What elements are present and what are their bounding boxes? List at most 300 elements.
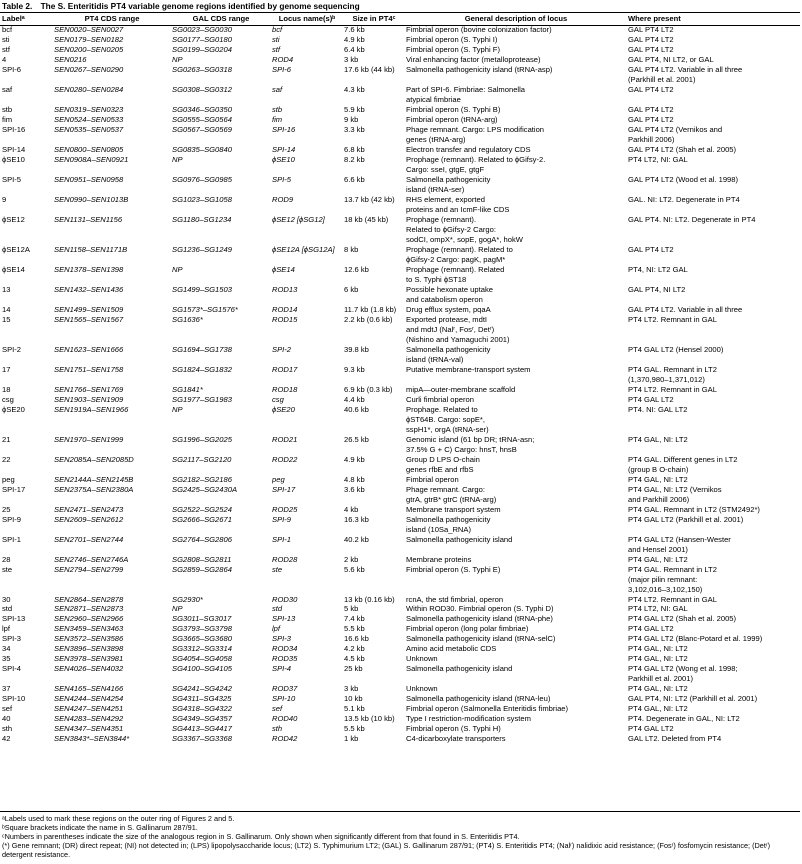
cell-pt4-cds bbox=[54, 575, 172, 585]
cell-where-present: PT4 GAL, NI: LT2 bbox=[628, 684, 688, 694]
cell-gal-cds: SG4054–SG4058 bbox=[172, 654, 232, 664]
cell-where-present: PT4 GAL LT2 (Hansen-Wester bbox=[628, 535, 731, 544]
cell-locus: stb bbox=[272, 105, 283, 115]
cell-pt4-cds: SEN4347–SEN4351 bbox=[54, 724, 124, 734]
cell-locus bbox=[272, 375, 344, 385]
cell-where-present: GAL PT4 LT2 (Vernikos and bbox=[628, 125, 723, 135]
cell-description: Unknown bbox=[406, 654, 438, 664]
cell-gal-cds: SG2182–SG2186 bbox=[172, 475, 232, 484]
cell-where-present: GAL PT4 LT2 bbox=[628, 85, 674, 95]
table-row bbox=[2, 245, 800, 255]
cell-locus: ϕSE20 bbox=[272, 405, 295, 414]
cell-locus: SPI-17 bbox=[272, 485, 296, 494]
cell-pt4-cds: SEN0951–SEN0958 bbox=[54, 175, 124, 185]
cell-pt4-cds bbox=[54, 495, 172, 505]
table-row bbox=[2, 735, 800, 745]
cell-size: 6 kb bbox=[344, 285, 359, 294]
cell-label: 15 bbox=[2, 315, 11, 324]
cell-size: 9 kb bbox=[344, 115, 359, 125]
cell-label: ϕSE14 bbox=[2, 265, 25, 275]
cell-description bbox=[406, 675, 628, 685]
cell-size bbox=[344, 235, 406, 245]
cell-description bbox=[406, 545, 628, 555]
table-row bbox=[2, 695, 800, 705]
cell-description: ϕST64B. Cargo: sopE*, bbox=[406, 415, 485, 424]
cell-where-present bbox=[628, 206, 800, 216]
cell-description: Part of SPI-6. Fimbriae: Salmonella bbox=[406, 85, 526, 95]
table-row bbox=[2, 555, 800, 565]
table-row bbox=[2, 535, 800, 545]
table-row bbox=[2, 705, 800, 715]
cell-label bbox=[2, 585, 54, 595]
cell-pt4-cds: SEN1751–SEN1758 bbox=[54, 365, 124, 374]
cell-description: Salmonella pathogenicity island (tRNA-asp) bbox=[406, 65, 553, 75]
table-row bbox=[2, 305, 800, 315]
cell-where-present: GAL PT4. NI: LT2. Degenerate in PT4 bbox=[628, 215, 756, 225]
cell-description: Within ROD30. Fimbrial operon (S. Typhi D) bbox=[406, 604, 554, 614]
cell-description: Fimbrial operon (tRNA-arg) bbox=[406, 115, 498, 125]
cell-description: (Nishino and Yamaguchi 2001) bbox=[406, 335, 510, 344]
cell-where-present: PT4 GAL, NI: LT2 bbox=[628, 475, 688, 484]
cell-label: saf bbox=[2, 85, 13, 95]
cell-pt4-cds bbox=[54, 225, 172, 235]
cell-label bbox=[2, 335, 54, 345]
cell-description: island (tRNA-val) bbox=[406, 355, 464, 364]
cell-label: stf bbox=[2, 45, 11, 55]
cell-description: Prophage (remnant). bbox=[406, 215, 477, 225]
cell-size: 6.9 kb (0.3 kb) bbox=[344, 385, 393, 394]
cell-description: Salmonella pathogenicity bbox=[406, 345, 491, 354]
cell-pt4-cds: SEN0280–SEN0284 bbox=[54, 85, 124, 95]
cell-size: 4.5 kb bbox=[344, 654, 365, 664]
cell-label: SPI-5 bbox=[2, 175, 21, 185]
cell-where-present: PT4. Degenerate in GAL, NI: LT2 bbox=[628, 714, 740, 724]
cell-size bbox=[344, 425, 406, 435]
table-row bbox=[2, 525, 800, 535]
cell-size: 13.5 kb (10 kb) bbox=[344, 714, 395, 724]
table-row bbox=[2, 156, 800, 166]
cell-where-present: PT4 GAL LT2 bbox=[628, 724, 674, 734]
cell-where-present: PT4 LT2. Remnant in GAL bbox=[628, 385, 717, 394]
cell-pt4-cds bbox=[54, 335, 172, 345]
cell-description: Type I restriction-modification system bbox=[406, 714, 531, 724]
cell-pt4-cds: SEN0990–SEN1013B bbox=[54, 195, 129, 205]
cell-gal-cds bbox=[172, 235, 272, 245]
cell-pt4-cds: SEN3978–SEN3981 bbox=[54, 654, 124, 664]
cell-where-present: PT4 GAL LT2 (Hensel 2000) bbox=[628, 345, 724, 354]
cell-size: 40.6 kb bbox=[344, 405, 369, 414]
cell-locus: ROD40 bbox=[272, 714, 298, 724]
cell-where-present: GAL PT4 LT2. Variable in all three bbox=[628, 65, 743, 75]
cell-where-present: PT4. NI: GAL LT2 bbox=[628, 405, 688, 414]
cell-pt4-cds: SEN1378–SEN1398 bbox=[54, 265, 124, 275]
cell-label bbox=[2, 545, 54, 555]
cell-locus bbox=[272, 495, 344, 505]
cell-locus: lpf bbox=[272, 624, 281, 634]
cell-label: ϕSE10 bbox=[2, 155, 25, 165]
cell-size bbox=[344, 415, 406, 425]
cell-size: 8 kb bbox=[344, 245, 359, 255]
cell-description: Amino acid metabolic CDS bbox=[406, 644, 497, 654]
cell-description: sodCI, ompX*, sopE, gogA*, hokW bbox=[406, 235, 523, 245]
cell-where-present: PT4 GAL, NI: LT2 bbox=[628, 704, 688, 714]
cell-label bbox=[2, 186, 54, 196]
cell-label bbox=[2, 415, 54, 425]
cell-gal-cds: NP bbox=[172, 155, 183, 165]
cell-locus: SPI-9 bbox=[272, 515, 291, 524]
cell-pt4-cds: SEN3459–SEN3463 bbox=[54, 624, 124, 634]
table-row bbox=[2, 146, 800, 156]
cell-size: 5.9 kb bbox=[344, 105, 365, 115]
cell-where-present: PT4 GAL LT2 (Wong et al. 1998; bbox=[628, 664, 738, 674]
cell-pt4-cds bbox=[54, 235, 172, 245]
cell-where-present: GAL PT4 LT2 bbox=[628, 115, 674, 125]
cell-label: sth bbox=[2, 724, 13, 734]
cell-where-present: PT4 GAL, NI: LT2 bbox=[628, 554, 688, 564]
table-row bbox=[2, 355, 800, 365]
cell-locus: ROD42 bbox=[272, 734, 298, 744]
cell-size: 5.5 kb bbox=[344, 624, 365, 634]
cell-pt4-cds bbox=[54, 166, 172, 176]
cell-description: Drug efflux system, pqaA bbox=[406, 305, 491, 314]
cell-gal-cds bbox=[172, 335, 272, 345]
cell-gal-cds: SG1996–SG2025 bbox=[172, 435, 232, 444]
cell-label: SPI-1 bbox=[2, 535, 21, 544]
cell-label bbox=[2, 495, 54, 505]
table-row bbox=[2, 395, 800, 405]
cell-pt4-cds: SEN0200–SEN0205 bbox=[54, 45, 124, 55]
cell-label: std bbox=[2, 604, 13, 614]
cell-description: gtrA, gtrB* gtrC (tRNA-arg) bbox=[406, 495, 497, 504]
note-c: ᶜNumbers in parentheses indicate the size of the analogous region in S. Gallinarum. Only shown when significantly different from that found in S. Enteritidis PT4. bbox=[2, 832, 520, 841]
cell-size bbox=[344, 166, 406, 176]
cell-gal-cds: SG1023–SG1058 bbox=[172, 195, 232, 205]
table-row bbox=[2, 605, 800, 615]
cell-locus: std bbox=[272, 604, 283, 614]
cell-gal-cds: SG0555–SG0564 bbox=[172, 115, 232, 125]
cell-description: Prophage (remnant). Related bbox=[406, 265, 505, 275]
cell-pt4-cds bbox=[54, 415, 172, 425]
cell-size bbox=[344, 585, 406, 595]
cell-description: Prophage (remnant). Related to ϕGifsy-2. bbox=[406, 155, 546, 165]
cell-size bbox=[344, 295, 406, 305]
table-row bbox=[2, 36, 800, 46]
cell-where-present: PT4 LT2, NI: GAL bbox=[628, 604, 688, 614]
cell-description: Phage remnant. Cargo: bbox=[406, 485, 485, 494]
table-row bbox=[2, 495, 800, 505]
cell-size: 18 kb (45 kb) bbox=[344, 215, 389, 225]
cell-locus bbox=[272, 96, 344, 106]
cell-locus: ROD37 bbox=[272, 684, 298, 694]
cell-gal-cds bbox=[172, 325, 272, 335]
cell-label: 14 bbox=[2, 305, 11, 314]
cell-locus bbox=[272, 225, 344, 235]
cell-pt4-cds bbox=[54, 96, 172, 106]
cell-pt4-cds bbox=[54, 136, 172, 146]
table-row bbox=[2, 365, 800, 375]
cell-pt4-cds bbox=[54, 295, 172, 305]
cell-label bbox=[2, 375, 54, 385]
cell-locus: SPI-14 bbox=[272, 145, 296, 155]
cell-where-present: GAL PT4, NI LT2, or GAL bbox=[628, 55, 714, 65]
cell-size bbox=[344, 675, 406, 685]
table-row bbox=[2, 295, 800, 305]
cell-description: Salmonella pathogenicity bbox=[406, 175, 491, 185]
cell-size bbox=[344, 76, 406, 86]
cell-gal-cds: SG4318–SG4322 bbox=[172, 704, 232, 714]
table-row bbox=[2, 96, 800, 106]
caption-title: The S. Enteritidis PT4 variable genome regions identified by genome sequencing bbox=[40, 1, 360, 11]
table-row bbox=[2, 565, 800, 575]
table-row bbox=[2, 116, 800, 126]
cell-description: Salmonella pathogenicity island bbox=[406, 664, 513, 674]
cell-label: SPI-6 bbox=[2, 65, 21, 75]
cell-where-present: GAL PT4, NI: LT2 (Parkhill et al. 2001) bbox=[628, 694, 758, 704]
cell-locus bbox=[272, 675, 344, 685]
cell-size: 13 kb (0.16 kb) bbox=[344, 594, 395, 604]
cell-locus bbox=[272, 585, 344, 595]
cell-description: Prophage. Related to bbox=[406, 405, 478, 414]
cell-gal-cds: SG0835–SG0840 bbox=[172, 145, 232, 155]
cell-pt4-cds bbox=[54, 675, 172, 685]
cell-description: Salmonella pathogenicity island (tRNA-leu) bbox=[406, 694, 551, 704]
cell-gal-cds bbox=[172, 96, 272, 106]
cell-pt4-cds: SEN2085A–SEN2085D bbox=[54, 455, 134, 464]
cell-description: to S. Typhi ϕST18 bbox=[406, 275, 467, 284]
cell-label: ϕSE20 bbox=[2, 405, 25, 414]
cell-locus: ROD18 bbox=[272, 385, 298, 394]
cell-pt4-cds bbox=[54, 425, 172, 435]
table-row bbox=[2, 46, 800, 56]
cell-description: sspH1*, orgA (tRNA-ser) bbox=[406, 425, 489, 434]
cell-label: sti bbox=[2, 35, 10, 45]
cell-description: mipA—outer-membrane scaffold bbox=[406, 385, 516, 394]
table-row bbox=[2, 415, 800, 425]
cell-gal-cds: SG2425–SG2430A bbox=[172, 485, 238, 494]
cell-locus bbox=[272, 425, 344, 435]
cell-locus: ROD34 bbox=[272, 644, 298, 654]
cell-locus: csg bbox=[272, 395, 284, 404]
cell-description: Exported protease, mdtI bbox=[406, 315, 488, 324]
variable-regions-table bbox=[2, 13, 800, 745]
cell-locus bbox=[272, 166, 344, 176]
cell-where-present bbox=[628, 186, 800, 196]
cell-label: stb bbox=[2, 105, 13, 115]
cell-pt4-cds bbox=[54, 186, 172, 196]
cell-pt4-cds bbox=[54, 525, 172, 535]
table-row bbox=[2, 685, 800, 695]
table-row bbox=[2, 325, 800, 335]
cell-description: genes (tRNA-arg) bbox=[406, 135, 466, 145]
cell-where-present bbox=[628, 425, 800, 435]
cell-label: lpf bbox=[2, 624, 11, 634]
cell-gal-cds bbox=[172, 585, 272, 595]
cell-description: Fimbrial operon (S. Typhi E) bbox=[406, 564, 501, 574]
cell-size: 7.6 kb bbox=[344, 25, 365, 35]
cell-locus bbox=[272, 465, 344, 475]
cell-locus: ROD14 bbox=[272, 305, 298, 314]
cell-locus bbox=[272, 575, 344, 585]
cell-locus: saf bbox=[272, 85, 283, 95]
cell-size bbox=[344, 275, 406, 285]
table-row bbox=[2, 485, 800, 495]
cell-size: 3.3 kb bbox=[344, 125, 365, 135]
cell-description: atypical fimbriae bbox=[406, 95, 461, 105]
cell-locus: SPI-6 bbox=[272, 65, 291, 75]
cell-label: SPI-4 bbox=[2, 664, 21, 674]
cell-locus bbox=[272, 76, 344, 86]
cell-where-present: GAL. NI: LT2. Degenerate in PT4 bbox=[628, 195, 740, 205]
table-row bbox=[2, 625, 800, 635]
cell-where-present: PT4 GAL. Remnant in LT2 (STM2492*) bbox=[628, 505, 760, 514]
cell-label bbox=[2, 295, 54, 305]
cell-gal-cds bbox=[172, 545, 272, 555]
cell-pt4-cds bbox=[54, 545, 172, 555]
table-row bbox=[2, 585, 800, 595]
header-pt4-cds: PT4 CDS range bbox=[84, 14, 140, 23]
table-row bbox=[2, 455, 800, 465]
cell-label bbox=[2, 445, 54, 455]
cell-label: SPI-10 bbox=[2, 694, 26, 704]
note-b: ᵇSquare brackets indicate the name in S. Gallinarum 287/91. bbox=[2, 823, 198, 832]
cell-label: fim bbox=[2, 115, 13, 125]
cell-pt4-cds: SEN4244–SEN4254 bbox=[54, 694, 124, 704]
cell-where-present: GAL LT2. Deleted from PT4 bbox=[628, 734, 722, 744]
cell-label bbox=[2, 225, 54, 235]
cell-description: Fimbrial operon (long polar fimbriae) bbox=[406, 624, 529, 634]
cell-pt4-cds: SEN0800–SEN0805 bbox=[54, 145, 124, 155]
cell-pt4-cds: SEN1970–SEN1999 bbox=[54, 435, 124, 444]
cell-label bbox=[2, 325, 54, 335]
table-row bbox=[2, 225, 800, 235]
cell-pt4-cds bbox=[54, 275, 172, 285]
cell-label bbox=[2, 465, 54, 475]
table-row bbox=[2, 375, 800, 385]
header-where-present: Where present bbox=[628, 14, 681, 23]
table-row bbox=[2, 505, 800, 515]
cell-description: RHS element, exported bbox=[406, 195, 485, 205]
cell-pt4-cds: SEN1919A–SEN1966 bbox=[54, 405, 129, 414]
cell-gal-cds bbox=[172, 166, 272, 176]
cell-where-present: GAL PT4 LT2 (Wood et al. 1998) bbox=[628, 175, 739, 185]
cell-pt4-cds: SEN0216 bbox=[54, 55, 87, 65]
cell-size: 1 kb bbox=[344, 734, 359, 744]
table-row bbox=[2, 315, 800, 325]
cell-where-present: GAL PT4 LT2 (Shah et al. 2005) bbox=[628, 145, 737, 155]
cell-locus: ROD21 bbox=[272, 435, 298, 444]
cell-gal-cds bbox=[172, 186, 272, 196]
cell-locus bbox=[272, 415, 344, 425]
cell-gal-cds: SG1499–SG1503 bbox=[172, 285, 232, 294]
cell-size bbox=[344, 96, 406, 106]
cell-pt4-cds bbox=[54, 445, 172, 455]
table-row bbox=[2, 76, 800, 86]
cell-locus: ROD13 bbox=[272, 285, 298, 294]
cell-description: island (10Sa_RNA) bbox=[406, 525, 471, 534]
cell-description: and catabolism operon bbox=[406, 295, 483, 304]
table-row bbox=[2, 635, 800, 645]
table-row bbox=[2, 575, 800, 585]
table-row bbox=[2, 136, 800, 146]
cell-size bbox=[344, 355, 406, 365]
cell-gal-cds bbox=[172, 295, 272, 305]
cell-gal-cds bbox=[172, 675, 272, 685]
cell-size bbox=[344, 206, 406, 216]
cell-pt4-cds bbox=[54, 325, 172, 335]
cell-label: ϕSE12 bbox=[2, 215, 25, 225]
cell-description: Fimbrial operon (Salmonella Enteritidis fimbriae) bbox=[406, 704, 569, 714]
cell-gal-cds: SG4241–SG4242 bbox=[172, 684, 232, 694]
cell-gal-cds bbox=[172, 225, 272, 235]
table-row bbox=[2, 445, 800, 455]
table-row bbox=[2, 285, 800, 295]
note-legend: (*) Gene remnant; (DR) direct repeat; (NI) not detected in; (LPS) lipopolysaccharide locus; (LT2) S. Typhimurium LT2; (GAL) S. Gallinarum 287/91; (PT4) S. Enteritidis PT4; (Nalʳ) nalidixic acid resistance; (Fosʳ) fosfomycin resistance; (Detʳ) detergent resistance. bbox=[2, 841, 771, 859]
cell-size: 16.6 kb bbox=[344, 634, 369, 644]
cell-where-present: PT4 GAL LT2 bbox=[628, 624, 674, 634]
cell-locus: sth bbox=[272, 724, 283, 734]
cell-label: SPI-14 bbox=[2, 145, 26, 155]
cell-label: SPI-13 bbox=[2, 614, 26, 624]
cell-where-present: (Parkhill et al. 2001) bbox=[628, 75, 696, 85]
cell-gal-cds bbox=[172, 575, 272, 585]
cell-pt4-cds: SEN1131–SEN1156 bbox=[54, 215, 123, 225]
cell-gal-cds: SG1694–SG1738 bbox=[172, 345, 232, 354]
cell-pt4-cds: SEN0524–SEN0533 bbox=[54, 115, 124, 125]
cell-label bbox=[2, 675, 54, 685]
cell-description: Possible hexonate uptake bbox=[406, 285, 493, 294]
cell-locus: SPI-3 bbox=[272, 634, 291, 644]
cell-pt4-cds: SEN3896–SEN3898 bbox=[54, 644, 124, 654]
cell-pt4-cds: SEN1903–SEN1909 bbox=[54, 395, 124, 404]
cell-description bbox=[406, 575, 628, 585]
cell-size: 17.6 kb (44 kb) bbox=[344, 65, 395, 75]
cell-size: 3 kb bbox=[344, 55, 359, 65]
cell-locus: ROD9 bbox=[272, 195, 294, 205]
table-row bbox=[2, 515, 800, 525]
cell-label: 22 bbox=[2, 455, 11, 464]
cell-description: Unknown bbox=[406, 684, 438, 694]
cell-label: 28 bbox=[2, 554, 11, 564]
cell-description: Phage remnant. Cargo: LPS modification bbox=[406, 125, 545, 135]
cell-locus: ROD22 bbox=[272, 455, 298, 464]
cell-pt4-cds bbox=[54, 206, 172, 216]
cell-where-present: PT4, NI: LT2 GAL bbox=[628, 265, 688, 275]
cell-where-present: PT4 GAL. Remnant in LT2 bbox=[628, 564, 717, 574]
cell-label bbox=[2, 575, 54, 585]
table-row bbox=[2, 595, 800, 605]
table-row bbox=[2, 106, 800, 116]
cell-locus: ROD4 bbox=[272, 55, 294, 65]
cell-size bbox=[344, 136, 406, 146]
cell-size: 4 kb bbox=[344, 505, 359, 514]
table-row bbox=[2, 265, 800, 275]
table-row bbox=[2, 206, 800, 216]
cell-size: 2.2 kb (0.6 kb) bbox=[344, 315, 393, 324]
table-row bbox=[2, 166, 800, 176]
cell-gal-cds: SG3665–SG3680 bbox=[172, 634, 232, 644]
cell-pt4-cds: SEN0020–SEN0027 bbox=[54, 25, 124, 35]
cell-label bbox=[2, 425, 54, 435]
cell-locus bbox=[272, 545, 344, 555]
cell-description: Putative membrane-transport system bbox=[406, 365, 531, 374]
cell-description: and mdtJ (Nalʳ, Fosʳ, Detʳ) bbox=[406, 325, 495, 334]
cell-label: ste bbox=[2, 564, 13, 574]
cell-where-present: (group B O-chain) bbox=[628, 465, 689, 474]
cell-gal-cds: SG0976–SG0985 bbox=[172, 175, 232, 185]
cell-description: Genomic island (61 bp DR; tRNA-asn; bbox=[406, 435, 535, 444]
cell-gal-cds: NP bbox=[172, 405, 183, 414]
cell-where-present: PT4 GAL, NI: LT2 bbox=[628, 654, 688, 664]
